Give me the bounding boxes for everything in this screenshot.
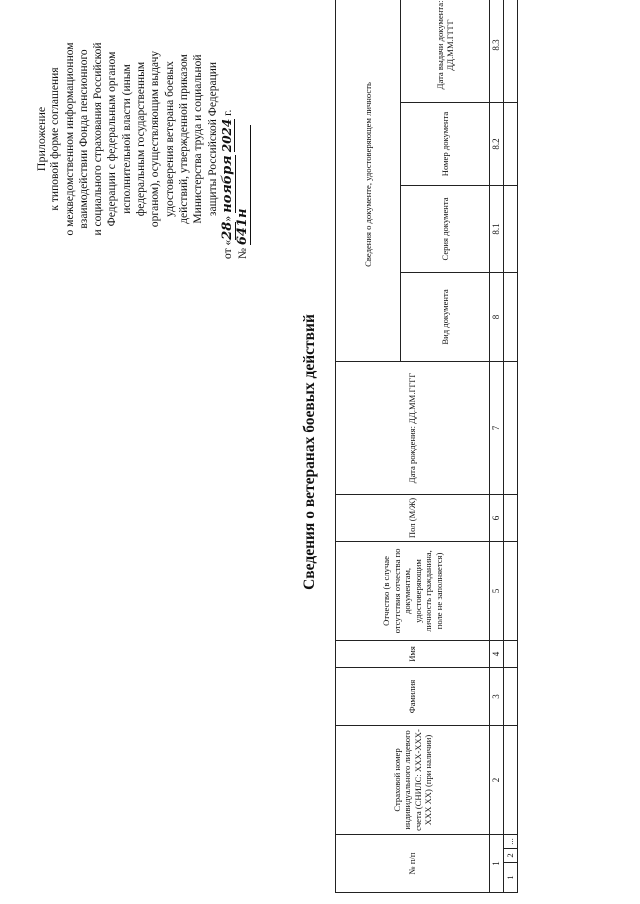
table-cell: [504, 494, 518, 541]
col-number: 4: [490, 640, 504, 667]
col-header-surname: Фамилия: [336, 667, 490, 725]
col-number: 8.1: [490, 185, 504, 272]
appendix-line: защиты Российской Федерации: [206, 61, 219, 217]
number-prefix: №: [237, 248, 250, 259]
appendix-block: [34, 0, 251, 289]
col-number: 7: [490, 361, 504, 494]
table-header-row: [336, 0, 401, 893]
col-number: 1: [490, 834, 504, 892]
table-cell: [504, 667, 518, 725]
row-number: 1: [504, 863, 518, 893]
table-cell: [504, 272, 518, 361]
col-header-gender: Пол (М/Ж): [336, 494, 490, 541]
appendix-line: о межведомственном информационном: [63, 42, 76, 236]
appendix-line: взаимодействии Фонда пенсионного: [77, 49, 90, 229]
veterans-table: [335, 0, 518, 893]
date-year-handwritten: 2024: [219, 118, 234, 153]
table-cell: [504, 361, 518, 494]
col-number: 5: [490, 541, 504, 640]
table-cell: [504, 185, 518, 272]
appendix-title: Приложение: [34, 106, 48, 172]
table-cell: [504, 725, 518, 834]
col-number: 8.2: [490, 102, 504, 185]
col-header-doc-issue-date: Дата выдачи документа: ДД.ММ.ГГГГ: [401, 0, 490, 102]
date-day-handwritten: 28: [219, 221, 235, 240]
appendix-line: органом), осуществляющим выдачу: [149, 50, 162, 228]
col-header-birthdate: Дата рождения: ДД.ММ.ГГГГ: [336, 361, 490, 494]
col-header-document-group: Сведения о документе, удостоверяющем личность: [336, 0, 401, 361]
col-number: 8.3: [490, 0, 504, 102]
col-number: 8: [490, 272, 504, 361]
col-header-doc-number: Номер документа: [401, 102, 490, 185]
col-number: 3: [490, 667, 504, 725]
col-header-snils: Страховой номер индивидуального лицевого счета (СНИЛС: ХХХ-ХХХ-ХХХ ХХ) (при наличии): [336, 725, 490, 834]
appendix-line: исполнительной власти (иным: [120, 64, 133, 214]
col-header-number: № п/п: [336, 834, 490, 892]
table-cell: [504, 0, 518, 102]
appendix-date-line: [220, 0, 236, 289]
appendix-line: федеральным государственным: [135, 61, 148, 217]
appendix-line: к типовой форме соглашения: [49, 67, 62, 211]
date-mid: »: [221, 215, 234, 222]
table-row: [504, 0, 518, 893]
date-month-handwritten: ноября: [219, 155, 235, 213]
appendix-line: Федерации с федеральным органом: [106, 51, 119, 227]
date-prefix: от «: [221, 239, 234, 259]
appendix-line: удостоверения ветерана боевых: [163, 61, 176, 217]
row-number: ...: [504, 834, 518, 848]
page-title: Сведения о ветеранах боевых действий: [301, 314, 318, 590]
order-number-handwritten: 641н: [236, 125, 251, 245]
column-numbers-row: [490, 0, 504, 893]
appendix-line: действий, утвержденной приказом: [177, 54, 190, 224]
appendix-line: и социального страхования Российской: [92, 42, 105, 236]
col-number: 6: [490, 494, 504, 541]
appendix-line: Министерства труда и социальной: [192, 54, 205, 224]
col-number: 2: [490, 725, 504, 834]
table-cell: [504, 102, 518, 185]
col-header-doc-type: Вид документа: [401, 272, 490, 361]
date-suffix: г.: [221, 109, 234, 119]
col-header-patronymic: Отчество (в случае отсутствия отчества по документам, удостоверяющим личность гражданина, поле не заполняется): [336, 541, 490, 640]
row-number: 2: [504, 849, 518, 863]
table-cell: [504, 640, 518, 667]
appendix-number-line: [236, 0, 251, 289]
col-header-name: Имя: [336, 640, 490, 667]
table-cell: [504, 541, 518, 640]
col-header-doc-series: Серия документа: [401, 185, 490, 272]
